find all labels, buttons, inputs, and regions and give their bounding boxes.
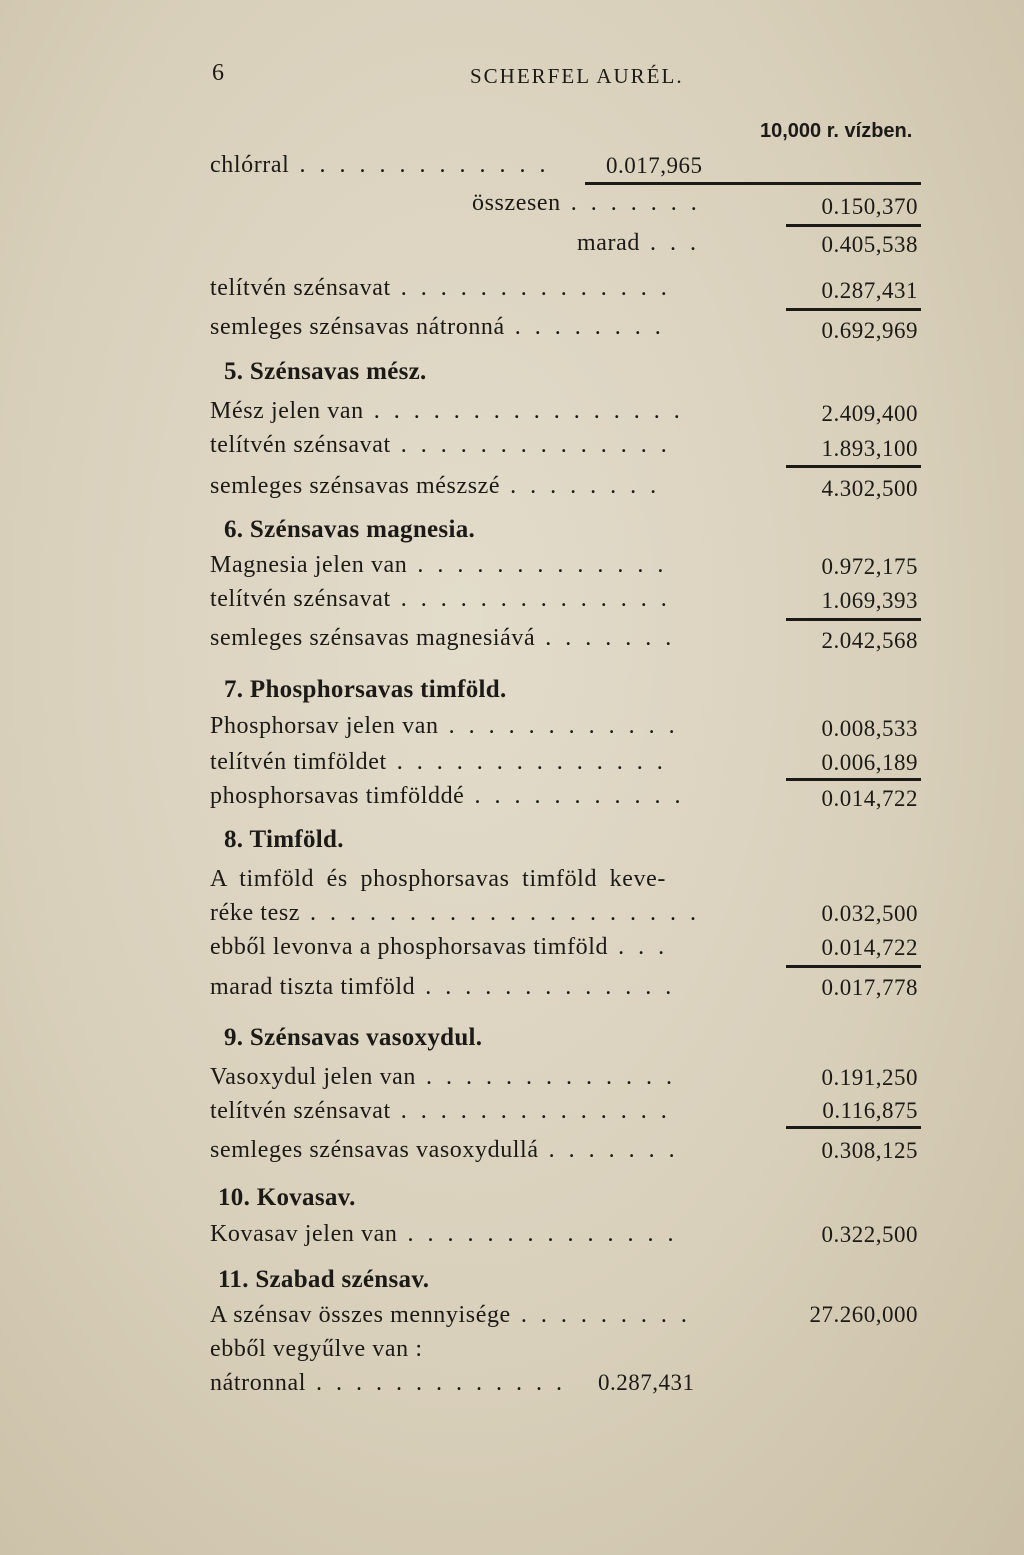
s11-line1-value: 27.260,000: [809, 1302, 918, 1327]
s6-line2: [210, 586, 671, 613]
leader-dots: . . . . . . . . . . . . .: [306, 1370, 567, 1396]
line-label: Magnesia jelen van: [210, 552, 408, 578]
s5-line1-value: 2.409,400: [821, 401, 918, 426]
leader-dots: . . . . . . .: [535, 625, 676, 651]
s8-line4-value: 0.017,778: [821, 975, 918, 1000]
s7-line1-value: 0.008,533: [821, 716, 918, 741]
column-head: 10,000 r. vízben.: [760, 120, 913, 142]
leader-dots: . . .: [608, 934, 669, 960]
leader-dots: . . . . . . . . . . . . .: [407, 552, 668, 578]
s4-result-value: 0.692,969: [821, 318, 918, 343]
osszesen-line: [472, 190, 701, 217]
s8-line1: A timföld és phosphorsavas timföld keve-: [210, 866, 666, 892]
leader-dots: . . . . . . . . . . . . . .: [390, 586, 671, 612]
s8-line3-value: 0.014,722: [821, 935, 918, 960]
leader-dots: . . . . . . . .: [504, 314, 665, 340]
section-heading: 8. Timföld.: [224, 826, 344, 853]
s6-line2-value: 1.069,393: [821, 588, 918, 613]
section-heading: 9. Szénsavas vasoxydul.: [224, 1024, 483, 1051]
line-label: marad: [577, 230, 640, 256]
line-label: telítvén timföldet: [210, 749, 387, 775]
section-heading: 5. Szénsavas mész.: [224, 358, 427, 385]
line-label: telítvén szénsavat: [210, 1098, 391, 1124]
s5-line2: [210, 432, 671, 459]
leader-dots: . . . . . . . . .: [510, 1302, 691, 1328]
marad-value: 0.405,538: [821, 232, 918, 257]
line-label: semleges szénsavas mészszé: [210, 473, 501, 499]
sum-rule: [786, 224, 921, 227]
s11-line3: [210, 1370, 566, 1397]
line-label: phosphorsavas timfölddé: [210, 783, 465, 809]
leader-dots: . . .: [639, 230, 700, 256]
s4-telitven-value: 0.287,431: [821, 278, 918, 303]
line-label: Vasoxydul jelen van: [210, 1064, 417, 1090]
s7-line2: [210, 749, 667, 776]
s4-result-line: [210, 314, 665, 341]
line-label: Kovasav jelen van: [210, 1221, 398, 1247]
s9-line1: [210, 1064, 676, 1091]
leader-dots: . . . . . . .: [560, 190, 701, 216]
line-label: összesen: [472, 190, 561, 216]
leader-dots: . . . . . . .: [538, 1137, 679, 1163]
sum-rule: [786, 965, 921, 968]
s6-line1-value: 0.972,175: [821, 554, 918, 579]
line-label: telítvén szénsavat: [210, 586, 391, 612]
s8-line2-value: 0.032,500: [821, 901, 918, 926]
line-label: telítvén szénsavat: [210, 275, 391, 301]
s5-line2-value: 1.893,100: [821, 436, 918, 461]
s9-line1-value: 0.191,250: [821, 1065, 918, 1090]
leader-dots: . . . . . . . . . . . . . . . .: [363, 398, 684, 424]
line-label: chlórral: [210, 152, 290, 178]
s6-line3: [210, 625, 675, 652]
s7-line3: [210, 783, 684, 810]
s7-line1: [210, 713, 679, 740]
leader-dots: . . . . . . . . . . . . .: [416, 1064, 677, 1090]
leader-dots: . . . . . . . .: [500, 473, 661, 499]
marad-line: [577, 230, 700, 257]
sum-rule: [585, 182, 921, 185]
s8-line2: [210, 900, 700, 927]
line-label: Mész jelen van: [210, 398, 364, 424]
s8-line4: [210, 974, 675, 1001]
sum-rule: [786, 618, 921, 621]
chlorral-value: 0.017,965: [606, 153, 703, 178]
s9-line2-value: 0.116,875: [822, 1098, 918, 1123]
chlorral-line: [210, 152, 549, 179]
line-label: A szénsav összes mennyisége: [210, 1302, 511, 1328]
s5-line1: [210, 398, 684, 425]
leader-dots: . . . . . . . . . . . . . .: [390, 1098, 671, 1124]
leader-dots: . . . . . . . . . . . . .: [415, 974, 676, 1000]
s6-line3-value: 2.042,568: [821, 628, 918, 653]
s11-line2: ebből vegyűlve van :: [210, 1336, 423, 1362]
section-heading: 7. Phosphorsavas timföld.: [224, 676, 507, 703]
s11-line1: [210, 1302, 691, 1329]
sum-rule: [786, 778, 921, 781]
s11-line3-value: 0.287,431: [598, 1370, 695, 1395]
leader-dots: . . . . . . . . . . . . . .: [390, 275, 671, 301]
section-heading: 10. Kovasav.: [218, 1184, 356, 1211]
leader-dots: . . . . . . . . . . .: [464, 783, 685, 809]
line-label: semleges szénsavas vasoxydullá: [210, 1137, 539, 1163]
line-label: telítvén szénsavat: [210, 432, 391, 458]
section-heading: 11. Szabad szénsav.: [218, 1266, 430, 1293]
s8-line3: [210, 934, 668, 961]
sum-rule: [786, 308, 921, 311]
osszesen-value: 0.150,370: [821, 194, 918, 219]
leader-dots: . . . . . . . . . . . . . .: [390, 432, 671, 458]
s7-line2-value: 0.006,189: [821, 750, 918, 775]
s10-line1: [210, 1221, 677, 1248]
s9-line3-value: 0.308,125: [821, 1138, 918, 1163]
s5-line3-value: 4.302,500: [821, 476, 918, 501]
sum-rule: [786, 1126, 921, 1129]
line-label: nátronnal: [210, 1370, 307, 1396]
leader-dots: . . . . . . . . . . . .: [438, 713, 679, 739]
leader-dots: . . . . . . . . . . . . . . . . . . . .: [300, 900, 701, 926]
line-label: semleges szénsavas magnesiává: [210, 625, 536, 651]
running-head: SCHERFEL AURÉL.: [470, 64, 684, 88]
s9-line3: [210, 1137, 679, 1164]
leader-dots: . . . . . . . . . . . . . .: [397, 1221, 678, 1247]
s10-line1-value: 0.322,500: [821, 1222, 918, 1247]
sum-rule: [786, 465, 921, 468]
s9-line2: [210, 1098, 671, 1125]
s6-line1: [210, 552, 667, 579]
line-label: marad tiszta timföld: [210, 974, 416, 1000]
s5-line3: [210, 473, 660, 500]
section-heading: 6. Szénsavas magnesia.: [224, 516, 476, 543]
page-number: 6: [212, 60, 224, 86]
leader-dots: . . . . . . . . . . . . .: [289, 152, 550, 178]
leader-dots: . . . . . . . . . . . . . .: [386, 749, 667, 775]
s7-line3-value: 0.014,722: [821, 786, 918, 811]
line-label: réke tesz: [210, 900, 301, 926]
s4-telitven-line: [210, 275, 671, 302]
line-label: ebből levonva a phosphorsavas timföld: [210, 934, 609, 960]
line-label: semleges szénsavas nátronná: [210, 314, 505, 340]
line-label: Phosphorsav jelen van: [210, 713, 439, 739]
